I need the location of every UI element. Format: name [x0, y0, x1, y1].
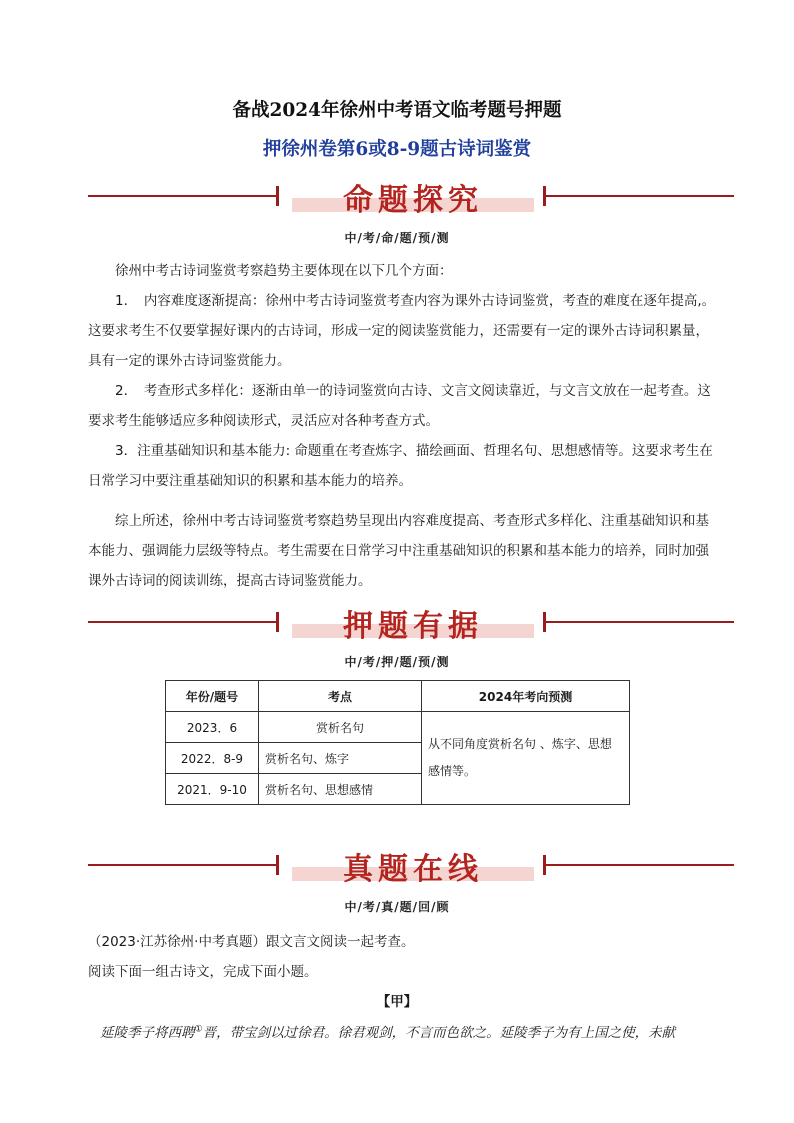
table-cell-point: 赏析名句、炼字 — [259, 743, 422, 774]
instruction-line: 阅读下面一组古诗文，完成下面小题。 — [88, 964, 318, 980]
paragraph-point-3: 3．注重基础知识和基本能力: 命题重在考查炼字、描绘画面、哲理名句、思想感情等。这要求考生在日常学习中要注重基础知识的积累和基本能力的培养。 — [88, 443, 713, 489]
banner-title: 命题探究 — [343, 183, 483, 218]
classical-text — [100, 1021, 720, 1041]
banner-rule-left — [88, 621, 276, 623]
banner-title: 真题在线 — [343, 852, 483, 887]
paragraph-summary: 综上所述，徐州中考古诗词鉴赏考察趋势呈现出内容难度提高、考查形式多样化、注重基础知识和基本能力、强调能力层级等特点。考生需要在日常学习中注重基础知识的积累和基本能力的培养，同时加强课外古诗词的阅读训练，提高古诗词鉴赏能力。 — [88, 513, 709, 589]
classical-text-start: 延陵季子将西聘 — [100, 1025, 195, 1041]
banner-tick-left — [276, 186, 279, 206]
table-cell-prediction: 从不同角度赏析名句 、炼字、思想感情等。 — [422, 712, 630, 805]
section-subhead: 中/考/押/题/预/测 — [344, 655, 450, 669]
banner-title: 押题有据 — [343, 609, 483, 644]
section-banner-real-exams — [88, 845, 734, 885]
paragraph-point-1: 1． 内容难度逐渐提高：徐州中考古诗词鉴赏考查内容为课外古诗词鉴赏，考查的难度在逐年提高,。这要求考生不仅要掌握好课内的古诗词，形成一定的阅读鉴赏能力，还需要有一定的课外古诗词积累量，具有一定的课外古诗词鉴赏能力。 — [88, 293, 716, 369]
table-header-prediction: 2024年考向预测 — [422, 681, 630, 712]
table-cell-point: 赏析名句、思想感情 — [259, 774, 422, 805]
table-header-row — [166, 681, 630, 712]
section-banner-evidence — [88, 602, 734, 642]
footnote-marker: ① — [194, 1024, 203, 1035]
table-header-year: 年份/题号 — [166, 681, 259, 712]
section-subhead: 中/考/命/题/预/测 — [344, 231, 450, 245]
banner-rule-left — [88, 864, 276, 866]
table-cell-year: 2021．9-10 — [166, 774, 259, 805]
table-cell-year: 2023．6 — [166, 712, 259, 743]
banner-tick-left — [276, 612, 279, 632]
banner-rule-right — [546, 195, 734, 197]
classical-text-rest: 晋，带宝剑以过徐君。徐君观剑，不言而色欲之。延陵季子为有上国之使，未献 — [202, 1025, 676, 1041]
table-row — [166, 712, 630, 743]
banner-tick-left — [276, 855, 279, 875]
paragraph-point-2: 2． 考查形式多样化：逐渐由单一的诗词鉴赏向古诗、文言文阅读靠近，与文言文放在一起考查。这要求考生能够适应多种阅读形式，灵活应对各种考查方式。 — [88, 383, 711, 429]
banner-rule-right — [546, 621, 734, 623]
table-header-point: 考点 — [259, 681, 422, 712]
part-label: 【甲】 — [376, 994, 418, 1010]
source-line: （2023·江苏徐州·中考真题）跟文言文阅读一起考查。 — [88, 934, 415, 950]
table-cell-year: 2022．8-9 — [166, 743, 259, 774]
paragraph-intro: 徐州中考古诗词鉴赏考察趋势主要体现在以下几个方面： — [115, 263, 453, 279]
section-subhead: 中/考/真/题/回/顾 — [344, 900, 450, 914]
section-banner-exploration — [88, 176, 734, 216]
document-title: 备战2024年徐州中考语文临考题号押题 — [232, 100, 562, 121]
prediction-table — [165, 680, 630, 805]
table-cell-point: 赏析名句 — [259, 712, 422, 743]
banner-rule-left — [88, 195, 276, 197]
banner-rule-right — [546, 864, 734, 866]
document-subtitle: 押徐州卷第6或8-9题古诗词鉴赏 — [262, 139, 532, 160]
